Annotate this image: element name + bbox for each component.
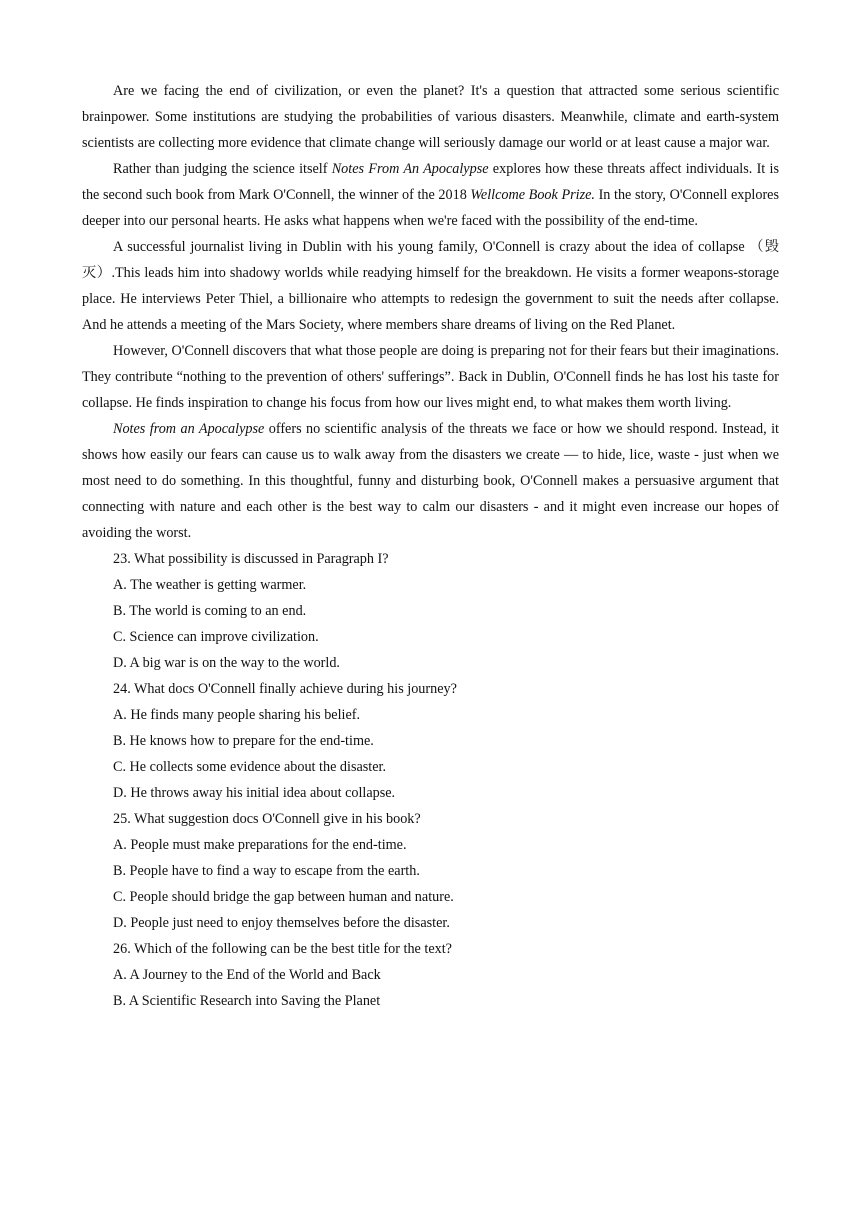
- book-title: Notes From An Apocalypse: [331, 161, 489, 177]
- option-b: B. A Scientific Research into Saving the Planet: [113, 993, 381, 1009]
- paragraph-2-text-c: In the story, O'Connell explores deeper into our personal hearts. He asks what happens when we're faced with the possibility of the end-time.: [82, 187, 780, 229]
- option-b: B. He knows how to prepare for the end-time.: [113, 733, 374, 749]
- paragraph-3: A successful journalist living in Dublin with his young family, O'Connell is crazy about the idea of collapse （毁灭）.This leads him into shadowy worlds while readying himself for the breakdown. He visits a former weapons-storage place. He interviews Peter Thiel, a billionaire who attempts to redesign the government to suit the needs after collapse. And he attends a meeting of the Mars Society, where members share dreams of living on the Red Planet.: [82, 239, 779, 333]
- question-stem: 23. What possibility is discussed in Paragraph I?: [113, 551, 389, 567]
- question-stem: 25. What suggestion docs O'Connell give in his book?: [113, 811, 421, 827]
- option-b: B. The world is coming to an end.: [113, 603, 307, 619]
- paragraph-1: Are we facing the end of civilization, or even the planet? It's a question that attracted some serious scientific brainpower. Some institutions are studying the probabilities of various disasters. Meanwhile, climate and earth-system scientists are collecting more evidence that climate change will seriously damage our world or at least cause a major war.: [82, 83, 779, 151]
- paragraph-2-text-a: Rather than judging the science itself: [113, 161, 332, 177]
- paragraph-4: However, O'Connell discovers that what those people are doing is preparing not for their fears but their imaginations. They contribute “nothing to the prevention of others' sufferings”. Back in Dublin, O'Connell finds he has lost his taste for collapse. He finds inspiration to change his focus from how our lives might end, to what makes them worth living.: [82, 343, 779, 411]
- option-d: D. People just need to enjoy themselves before the disaster.: [113, 915, 450, 931]
- question-stem: 24. What docs O'Connell finally achieve during his journey?: [113, 681, 457, 697]
- option-a: A. The weather is getting warmer.: [113, 577, 307, 593]
- option-a: A. He finds many people sharing his belief.: [113, 707, 361, 723]
- option-c: C. People should bridge the gap between human and nature.: [113, 889, 454, 905]
- option-a: A. People must make preparations for the end-time.: [113, 837, 407, 853]
- option-d: D. He throws away his initial idea about collapse.: [113, 785, 396, 801]
- paragraph-2-text-b: explores how these threats affect individuals. It is the second such book from Mark O'Connell, the winner of the 2018: [82, 161, 779, 203]
- option-b: B. People have to find a way to escape from the earth.: [113, 863, 420, 879]
- paragraph-2: [82, 156, 779, 234]
- prize-name: Wellcome Book Prize.: [470, 187, 595, 203]
- option-c: C. Science can improve civilization.: [113, 629, 319, 645]
- book-title: Notes from an Apocalypse: [113, 421, 265, 437]
- option-c: C. He collects some evidence about the disaster.: [113, 759, 387, 775]
- question-stem: 26. Which of the following can be the best title for the text?: [113, 941, 452, 957]
- question-23: [82, 546, 779, 676]
- document-page: [82, 78, 779, 1014]
- option-a: A. A Journey to the End of the World and Back: [113, 967, 381, 983]
- option-d: D. A big war is on the way to the world.: [113, 655, 340, 671]
- question-26: [82, 936, 779, 1014]
- paragraph-5-text: offers no scientific analysis of the threats we face or how we should respond. Instead, it shows how easily our fears can cause us to walk away from the disasters we create — to hide, lice, waste - just when we most need to do something. In this thoughtful, funny and disturbing book, O'Connell makes a persuasive argument that connecting with nature and each other is the best way to calm our disasters - and it might even increase our hopes of avoiding the worst.: [82, 421, 779, 541]
- question-25: [82, 806, 779, 936]
- paragraph-5: [82, 416, 779, 546]
- question-24: [82, 676, 779, 806]
